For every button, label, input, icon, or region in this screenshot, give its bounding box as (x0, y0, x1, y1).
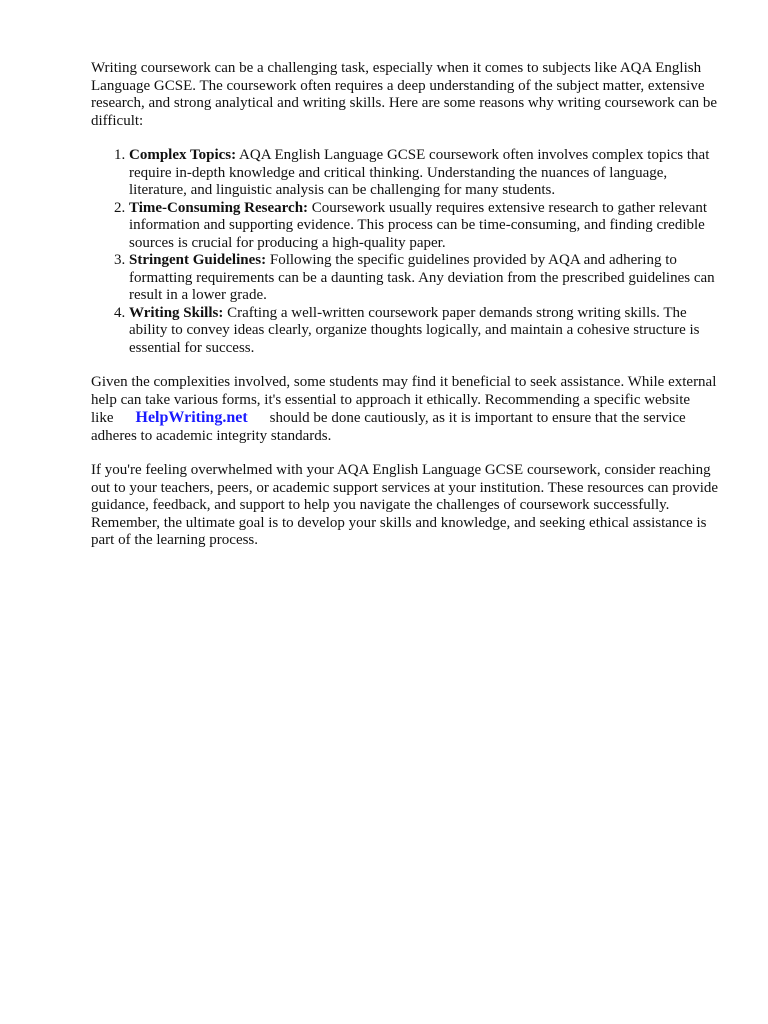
reason-term: Writing Skills: (129, 304, 224, 321)
reason-term: Complex Topics: (129, 147, 237, 163)
reason-text: Following the specific guidelines provided by AQA and adhering to formatting requirements can be a daunting task. Any deviation from the prescribed guidelines can result in a lower grade. (129, 252, 715, 303)
assistance-text-after: should be done cautiously, as it is important to ensure that the service adheres to academic integrity standards. (91, 410, 686, 444)
reason-text: Coursework usually requires extensive research to gather relevant information and supporting evidence. This process can be time-consuming, and finding credible sources is crucial for producing a high-quality paper. (129, 199, 708, 251)
reason-text: AQA English Language GCSE coursework often involves complex topics that require in-depth knowledge and critical thinking. Understanding the nuances of language, literature, and linguistic analysis can be challenging for many students. (129, 147, 710, 198)
helpwriting-link[interactable]: HelpWriting.net (135, 409, 248, 426)
reason-term: Time-Consuming Research: (129, 199, 309, 216)
list-item (129, 147, 725, 200)
list-item (129, 200, 725, 253)
intro-paragraph: Writing coursework can be a challenging task, especially when it comes to subjects like AQA English Language GCSE. The coursework often requires a deep understanding of the subject matter, extensive research, and strong analytical and writing skills. Here are some reasons why writing coursework can be difficult: (91, 60, 718, 129)
list-item (129, 305, 725, 358)
reasons-list (91, 147, 725, 357)
reason-text: Crafting a well-written coursework paper demands strong writing skills. The ability to convey ideas clearly, organize thoughts logically, and maintain a cohesive structure is essential for success. (129, 304, 700, 356)
assistance-paragraph (91, 374, 724, 445)
closing-paragraph: If you're feeling overwhelmed with your AQA English Language GCSE coursework, consider reaching out to your teachers, peers, or academic support services at your institution. These resources can provide guidance, feedback, and support to help you navigate the challenges of coursework successfully. Remember, the ultimate goal is to develop your skills and knowledge, and seeking ethical assistance is part of the learning process. (91, 462, 719, 548)
reason-term: Stringent Guidelines: (129, 252, 267, 268)
list-item (129, 252, 725, 305)
assistance-text-before: Given the complexities involved, some students may find it beneficial to seek assistance. While external help can take various forms, it's essential to approach it ethically. Recommending a specific website like (91, 374, 717, 426)
